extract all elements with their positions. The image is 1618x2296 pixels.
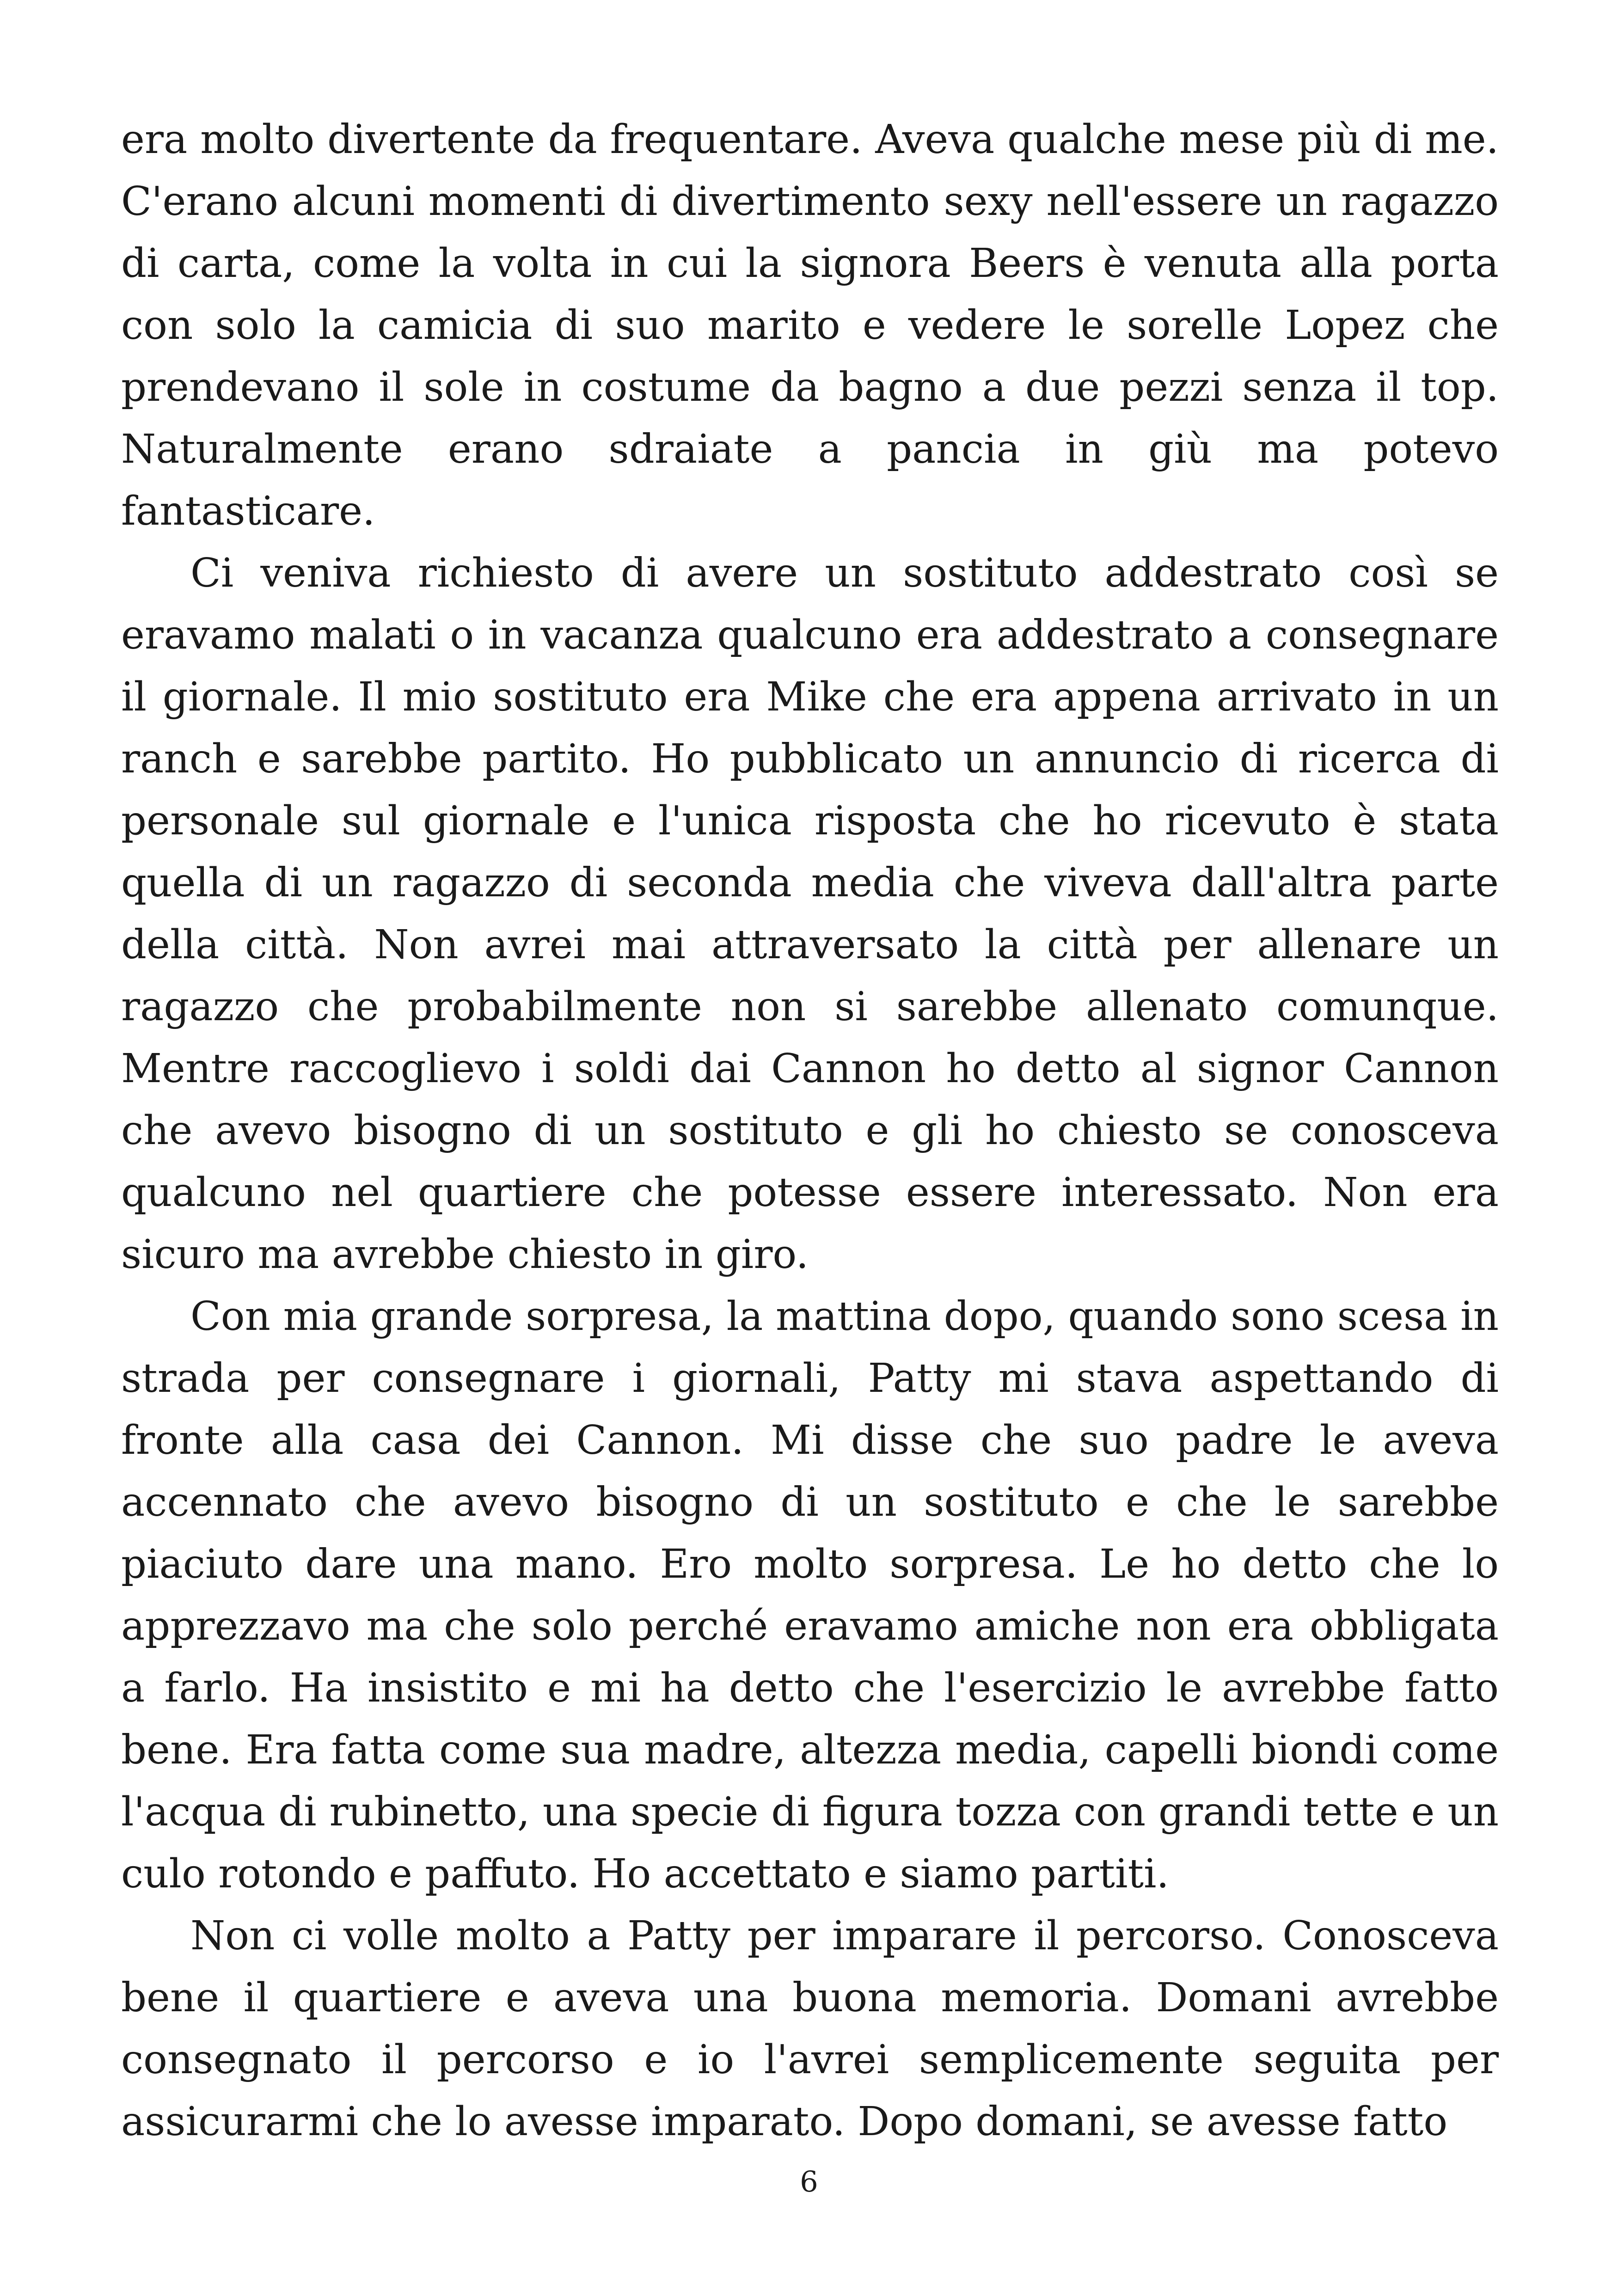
paragraph-substitute: Ci veniva richiesto di avere un sostituto addestrato così se eravamo malati o in vacanza qualcuno era addestrato a consegnare il giornale. Il mio sostituto era Mike che era appena arrivato in un ranch e sarebbe partito. Ho pubblicato un annuncio di ricerca di personale sul giornale e l'unica risposta che ho ricevuto è stata quella di un ragazzo di seconda media che viveva dall'altra parte della città. Non avrei mai attraversato la città per allenare un ragazzo che probabilmente non si sarebbe allenato comunque. Mentre raccoglievo i soldi dai Cannon ho detto al signor Cannon che avevo bisogno di un sostituto e gli ho chiesto se conosceva qualcuno nel quartiere che potesse essere interessato. Non era sicuro ma avrebbe chiesto in giro. <box>121 550 1499 1278</box>
paragraph-patty: Con mia grande sorpresa, la mattina dopo, quando sono scesa in strada per consegnare i giornali, Patty mi stava aspettando di fronte alla casa dei Cannon. Mi disse che suo padre le aveva accennato che avevo bisogno di un sostituto e che le sarebbe piaciuto dare una mano. Ero molto sorpresa. Le ho detto che lo apprezzavo ma che solo perché eravamo amiche non era obbligata a farlo. Ha insistito e mi ha detto che l'esercizio le avrebbe fatto bene. Era fatta come sua madre, altezza media, capelli biondi come l'acqua di rubinetto, una specie di figura tozza con grandi tette e un culo rotondo e paffuto. Ho accettato e siamo partiti. <box>121 1293 1499 1897</box>
paragraph-continued: era molto divertente da frequentare. Aveva qualche mese più di me. C'erano alcuni momenti di divertimento sexy nell'essere un ragazzo di carta, come la volta in cui la signora Beers è venuta alla porta con solo la camicia di suo marito e vedere le sorelle Lopez che prendevano il sole in costume da bagno a due pezzi senza il top. Naturalmente erano sdraiate a pancia in giù ma potevo fantasticare. <box>121 116 1499 534</box>
body-text <box>121 109 1499 2153</box>
page-number: 6 <box>800 2165 818 2198</box>
paragraph-route: Non ci volle molto a Patty per imparare il percorso. Conosceva bene il quartiere e aveva una buona memoria. Domani avrebbe consegnato il percorso e io l'avrei semplicemente seguita per assicurarmi che lo avesse imparato. Dopo domani, se avesse fatto <box>121 1913 1499 2145</box>
